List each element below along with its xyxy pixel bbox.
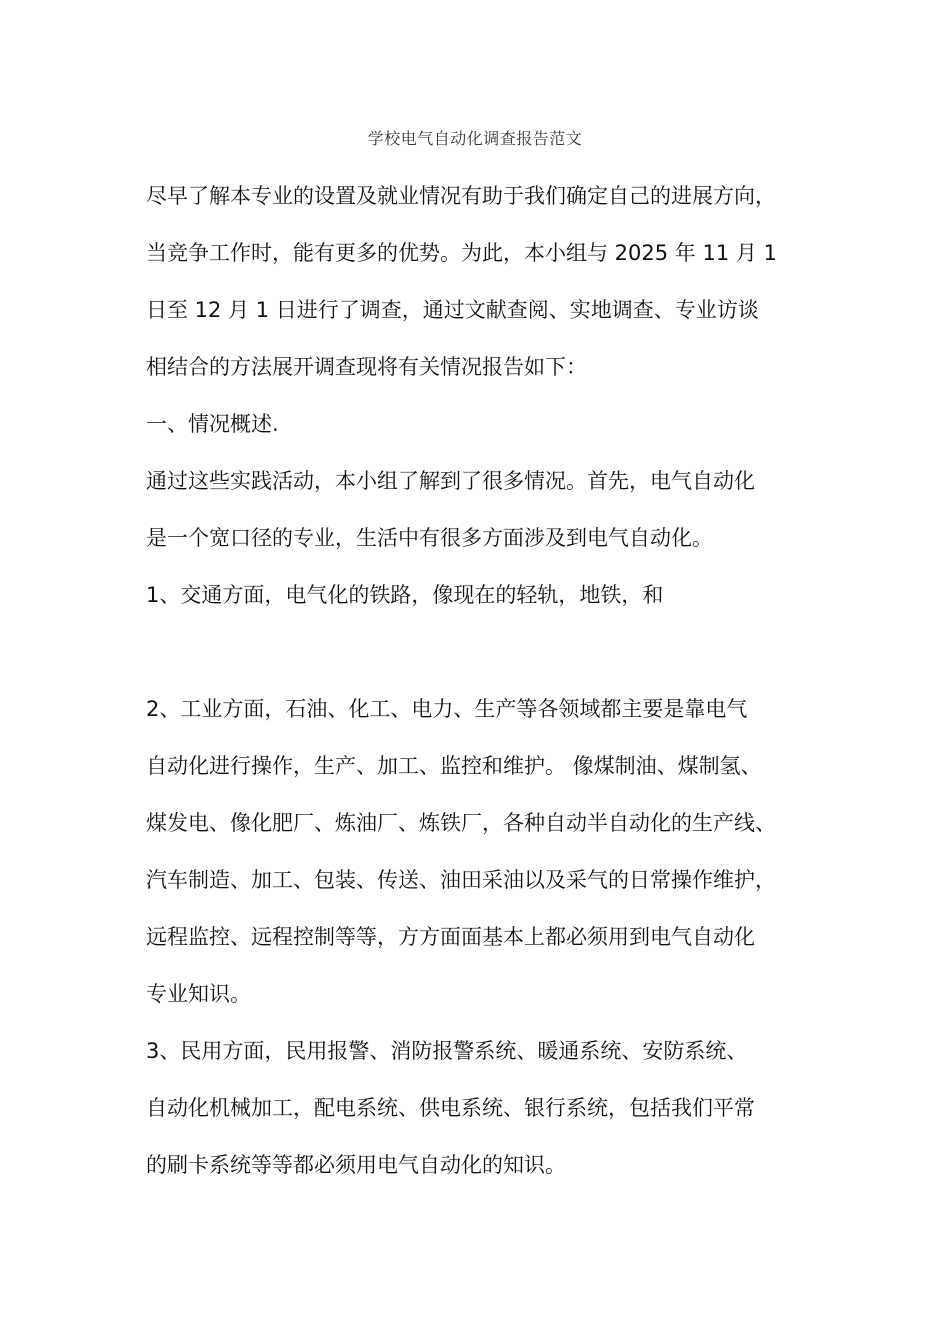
paragraph-line: 相结合的方法展开调查现将有关情况报告如下：	[146, 355, 587, 379]
paragraph-line: 自动化机械加工，配电系统、供电系统、银行系统，包括我们平常	[146, 1096, 755, 1120]
paragraph-line: 是一个宽口径的专业，生活中有很多方面涉及到电气自动化。	[146, 526, 713, 550]
paragraph-line: 当竞争工作时，能有更多的优势。为此，本小组与 2025 年 11 月 1	[146, 241, 777, 265]
list-item-line: 2、工业方面，石油、化工、电力、生产等各领域都主要是靠电气	[146, 697, 748, 721]
list-item-line: 3、民用方面，民用报警、消防报警系统、暖通系统、安防系统、	[146, 1039, 748, 1063]
list-item-line: 1、交通方面，电气化的铁路，像现在的轻轨，地铁，和	[146, 583, 664, 607]
section-heading: 一、情况概述.	[146, 412, 279, 436]
paragraph-line: 自动化进行操作，生产、加工、监控和维护。 像煤制油、煤制氢、	[146, 754, 762, 778]
paragraph-line: 煤发电、像化肥厂、炼油厂、炼铁厂，各种自动半自动化的生产线、	[146, 811, 776, 835]
document-title: 学校电气自动化调查报告范文	[367, 129, 583, 148]
paragraph-line: 的刷卡系统等等都必须用电气自动化的知识。	[146, 1153, 566, 1177]
paragraph-line: 通过这些实践活动，本小组了解到了很多情况。首先，电气自动化	[146, 469, 755, 493]
paragraph-line: 远程监控、远程控制等等，方方面面基本上都必须用到电气自动化	[146, 925, 755, 949]
paragraph-line: 专业知识。	[146, 982, 251, 1006]
paragraph-line: 尽早了解本专业的设置及就业情况有助于我们确定自己的进展方向，	[146, 184, 776, 208]
paragraph-line: 日至 12 月 1 日进行了调查，通过文献查阅、实地调查、专业访谈	[146, 298, 759, 322]
paragraph-line: 汽车制造、加工、包装、传送、油田采油以及采气的日常操作维护，	[146, 868, 776, 892]
